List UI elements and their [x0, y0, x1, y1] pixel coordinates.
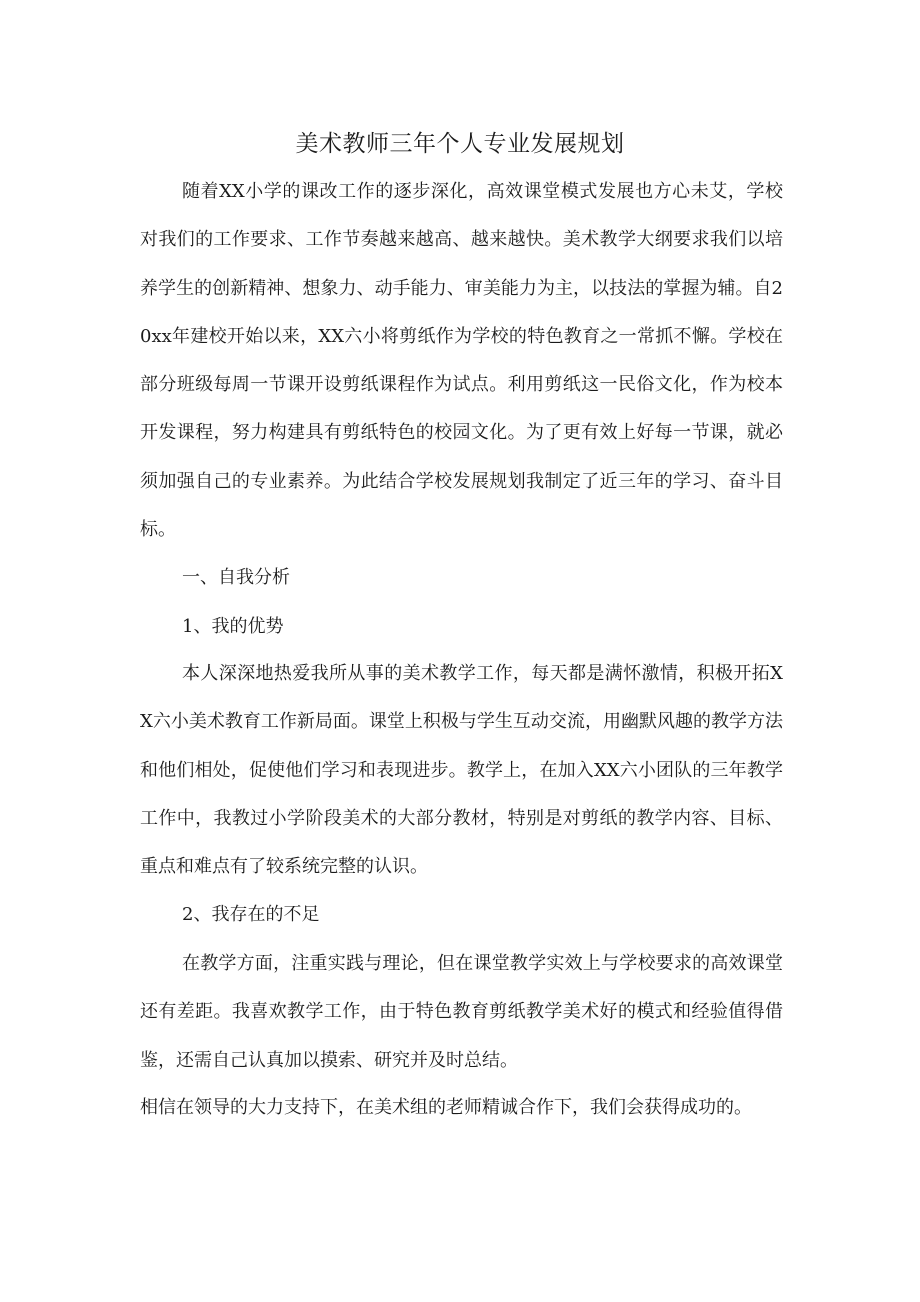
- subheading-strengths: 1、我的优势: [182, 616, 284, 637]
- intro-paragraph: 随着XX小学的课改工作的逐步深化，高效课堂模式发展也方心未艾，学校对我们的工作要求、工作节奏越来越高、越来越快。美术教学大纲要求我们以培养学生的创新精神、想象力、动手能力、审美能力为主，以技法的掌握为辅。自20xx年建校开始以来，XX六小将剪纸作为学校的特色教育之一常抓不懈。学校在部分班级每周一节课开设剪纸课程作为试点。利用剪纸这一民俗文化，作为校本开发课程，努力构建具有剪纸特色的校园文化。为了更有效上好每一节课，就必须加强自己的专业素养。为此结合学校发展规划我制定了近三年的学习、奋斗目标。: [140, 181, 783, 541]
- subheading-weaknesses: 2、我存在的不足: [182, 904, 320, 925]
- weaknesses-paragraph: 在教学方面，注重实践与理论，但在课堂教学实效上与学校要求的高效课堂还有差距。我喜欢教学工作，由于特色教育剪纸教学美术好的模式和经验值得借鉴，还需自己认真加以摸索、研究并及时总结。: [140, 953, 783, 1071]
- strengths-paragraph: 本人深深地热爱我所从事的美术教学工作，每天都是满怀激情，积极开拓XX六小美术教育工作新局面。课堂上积极与学生互动交流，用幽默风趣的教学方法和他们相处，促使他们学习和表现进步。教学上，在加入XX六小团队的三年教学工作中，我教过小学阶段美术的大部分教材，特别是对剪纸的教学内容、目标、重点和难点有了较系统完整的认识。: [140, 663, 783, 878]
- section-heading-self-analysis: 一、自我分析: [182, 567, 290, 588]
- document-title: 美术教师三年个人专业发展规划: [295, 131, 625, 157]
- closing-paragraph: 相信在领导的大力支持下，在美术组的老师精诚合作下，我们会获得成功的。: [140, 1097, 752, 1118]
